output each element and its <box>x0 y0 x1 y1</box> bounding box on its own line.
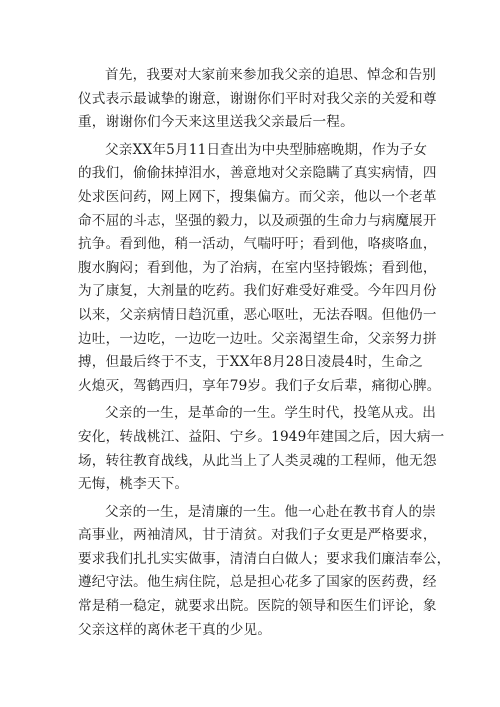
text-line: 火熄灭，驾鹤西归，享年79岁。我们子女后辈，痛彻心脾。 <box>78 377 441 394</box>
text-line: 场，转往教育战线，从此当上了人类灵魂的工程师，他无怨 <box>78 452 437 469</box>
text-line: 为了康复，大剂量的吃药。我们好难受好难受。今年四月份 <box>78 283 437 300</box>
text-line: 边吐，一边吃，一边吃一边吐。父亲渴望生命，父亲努力拼 <box>78 330 437 347</box>
text-line: 无悔，桃李天下。 <box>78 476 189 493</box>
text-line: 父亲XX年5月11日查出为中央型肺癌晚期，作为子女 <box>105 141 428 158</box>
document-body <box>78 64 451 646</box>
text-line: 首先，我要对大家前来参加我父亲的追思、悼念和告别 <box>105 67 437 83</box>
text-line: 遵纪守法。他生病住院，总是担心花多了国家的医药费，经 <box>78 574 437 591</box>
text-line: 命不屈的斗志，坚强的毅力，以及顽强的生命力与病魔展开 <box>78 212 437 229</box>
text-line: 高事业，两袖清风，甘于清贫。对我们子女更是严格要求， <box>78 527 437 544</box>
text-line: 的我们，偷偷抹掉泪水，善意地对父亲隐瞒了真实病情，四 <box>78 165 437 182</box>
text-line: 安化，转战桃江、益阳、宁乡。1949年建国之后，因大病一 <box>78 428 445 445</box>
text-line: 父亲的一生，是革命的一生。学生时代，投笔从戎。出 <box>105 405 437 422</box>
text-line: 要求我们扎扎实实做事，清清白白做人；要求我们廉洁奉公， <box>78 550 451 567</box>
text-line: 以来，父亲病情日趋沉重，恶心呕吐，无法吞咽。但他仍一 <box>78 306 437 323</box>
text-line: 父亲这样的离休老干真的少见。 <box>78 621 272 638</box>
text-line: 父亲的一生，是清廉的一生。他一心赴在教书育人的崇 <box>105 503 437 520</box>
text-line: 常是稍一稳定，就要求出院。医院的领导和医生们评论，象 <box>78 598 437 615</box>
text-line: 搏，但最后终于不支，于XX年8月28日凌晨4时，生命之 <box>78 354 423 371</box>
text-line: 处求医问药，网上网下，搜集偏方。而父亲，他以一个老革 <box>78 188 437 205</box>
paragraph-illness <box>78 139 441 399</box>
text-line: 仪式表示最诚挚的谢意，谢谢你们平时对我父亲的关爱和尊 <box>78 90 437 107</box>
text-line: 腹水胸闷；看到他，为了治病，在室内坚持锻炼；看到他， <box>78 259 437 276</box>
paragraph-integrity <box>78 501 451 643</box>
paragraph-revolution <box>78 402 445 496</box>
paragraph-thanks <box>78 64 437 135</box>
text-line: 重，谢谢你们今天来这里送我父亲最后一程。 <box>78 114 354 131</box>
text-line: 抗争。看到他，稍一活动，气喘吁吁；看到他，咯痰咯血， <box>78 236 437 253</box>
